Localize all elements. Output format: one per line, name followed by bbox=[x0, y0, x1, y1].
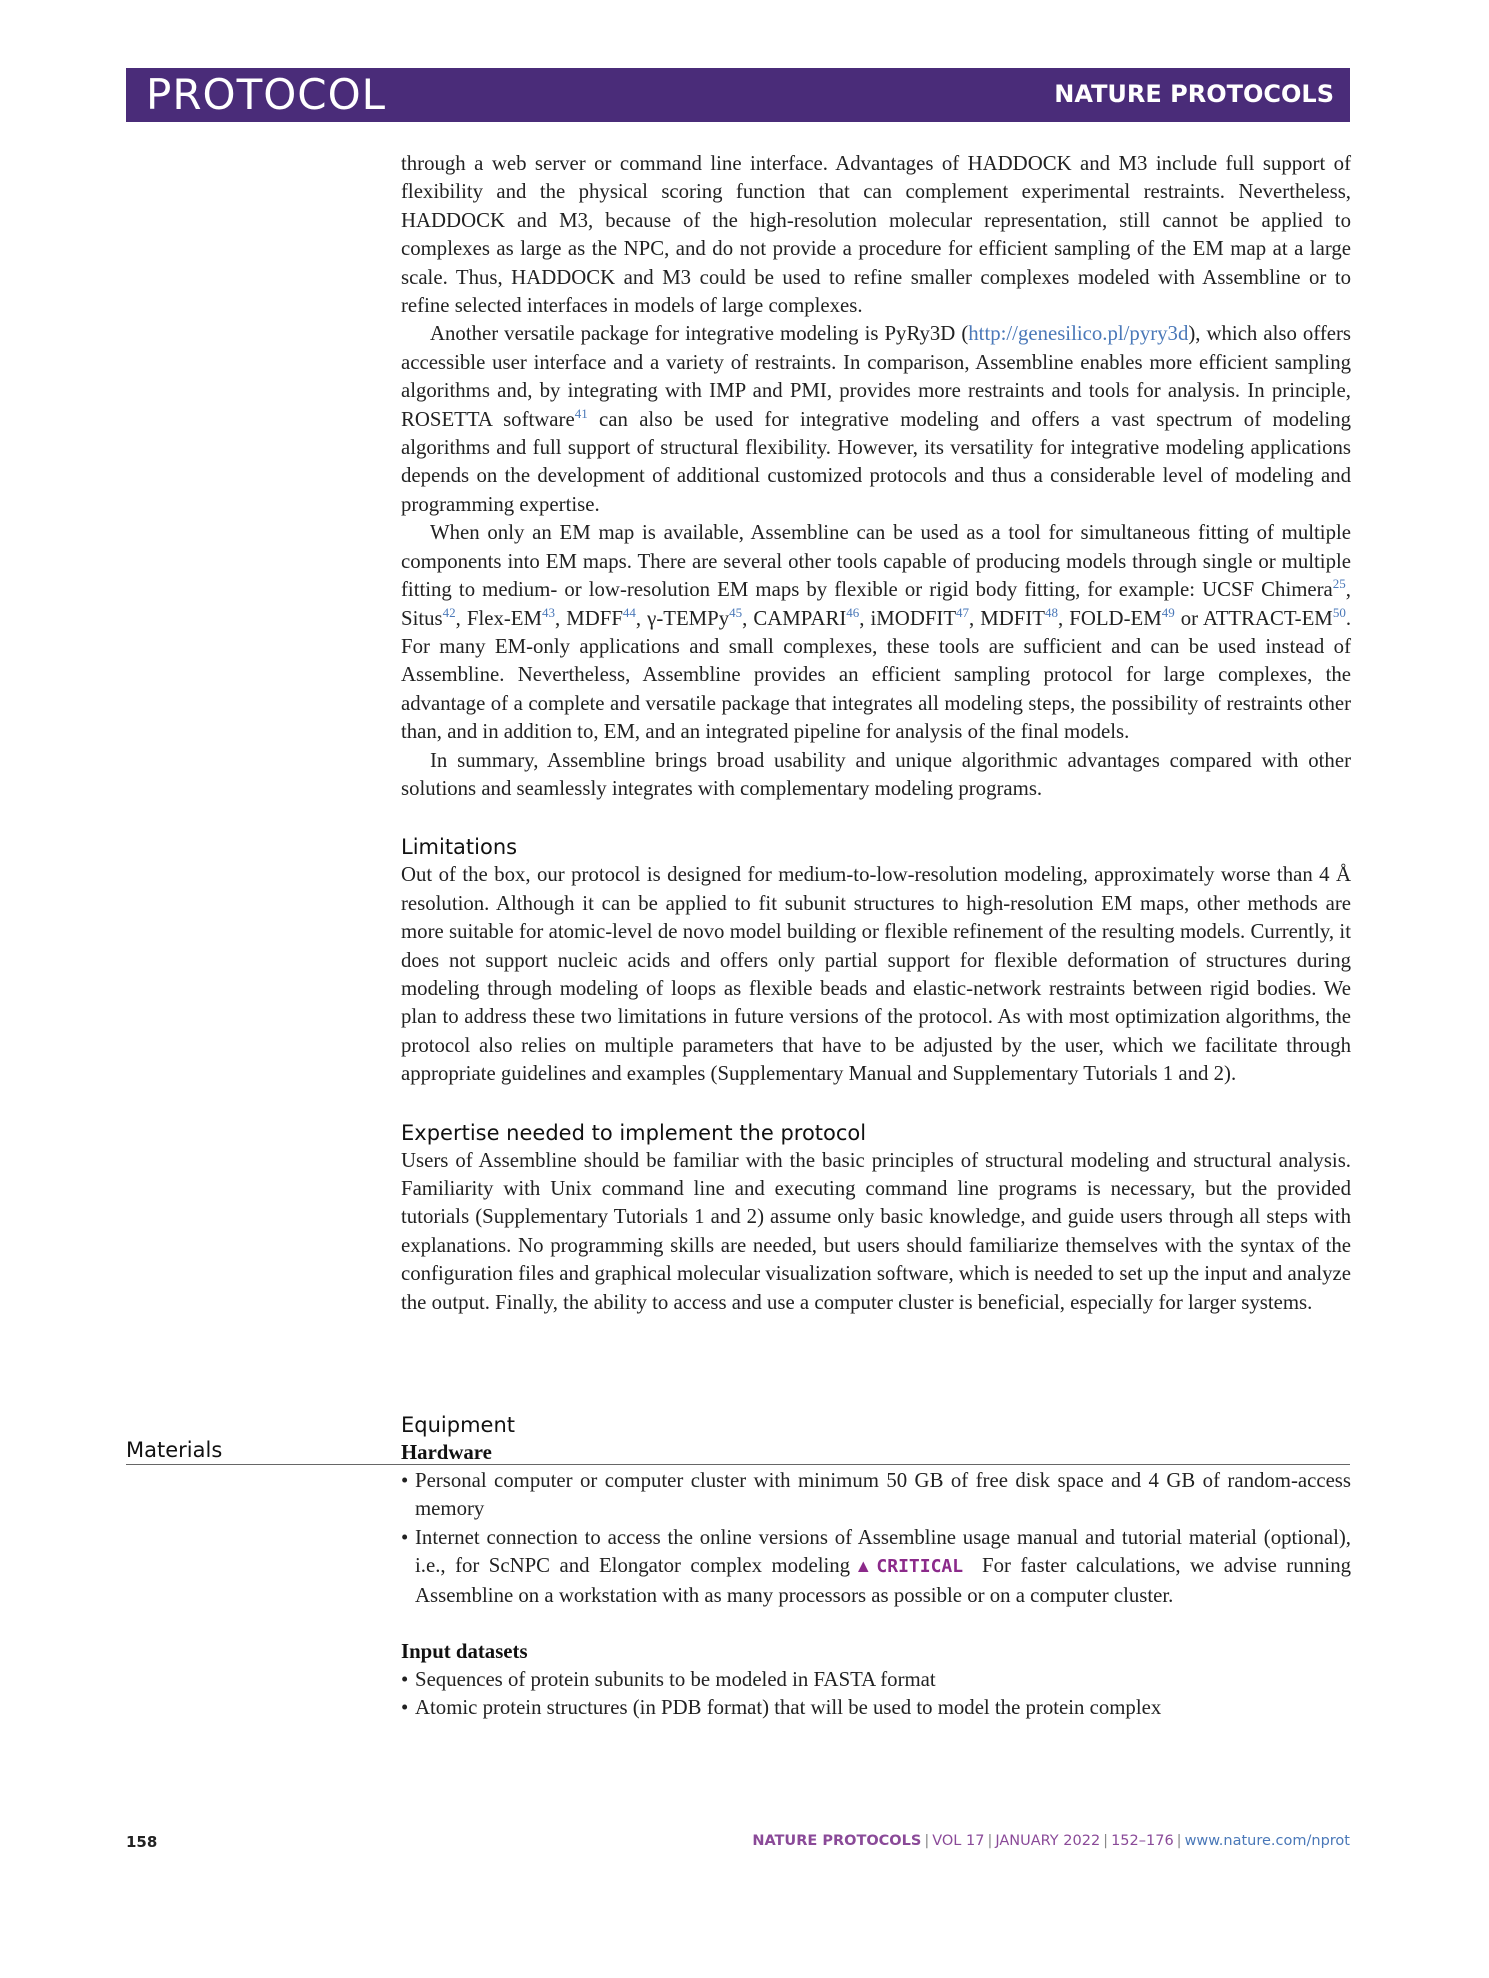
footer-citation bbox=[752, 1833, 1350, 1849]
footer-url-link[interactable]: www.nature.com/nprot bbox=[1184, 1833, 1350, 1849]
critical-label: CRITICAL bbox=[876, 1556, 964, 1578]
text: . For many EM-only applications and small complexes, these tools are sufficient and can be used instead of Assembline. Nevertheless, Assembline provides an efficient sampling protocol for large complexes, the advantage of a complete and versatile package that integrates all modeling steps, the possibility of restraints other than, and in addition to, EM, and an integrated pipeline for analysis of the final models. bbox=[401, 606, 1352, 744]
header-banner bbox=[126, 68, 1350, 122]
paragraph bbox=[401, 320, 1351, 519]
paragraph: through a web server or command line interface. Advantages of HADDOCK and M3 include full support of flexibility and the physical scoring function that can complement experimental restraints. Nevertheless, HADDOCK and M3, because of the high-resolution molecular representation, still cannot be applied to complexes as large as the NPC, and do not provide a procedure for efficient sampling of the EM map at a large scale. Thus, HADDOCK and M3 could be used to refine smaller complexes modeled with Assembline or to refine selected interfaces in models of large complexes. bbox=[401, 152, 1351, 318]
materials-heading: Materials bbox=[126, 1438, 223, 1462]
list-item: • Sequences of protein subunits to be modeled in FASTA format bbox=[401, 1666, 1351, 1694]
limitations-text: Out of the box, our protocol is designed for medium-to-low-resolution modeling, approximately worse than 4 Å resolution. Although it can be applied to fit subunit structures to high-resolution EM maps, other methods are more suitable for atomic-level de novo model building or flexible refinement of the resulting models. Currently, it does not support nucleic acids and offers only partial support for flexible deformation of structures during modeling through modeling of loops as flexible beads and elastic-network restraints between rigid bodies. We plan to address these two limitations in future versions of the protocol. As with most optimization algorithms, the protocol also relies on multiple parameters that have to be adjusted by the user, which we facilitate through appropriate guidelines and examples (Supplementary Manual and Supplementary Tutorials 1 and 2). bbox=[401, 863, 1351, 1086]
divider: | bbox=[987, 1833, 993, 1849]
divider: | bbox=[924, 1833, 930, 1849]
warning-triangle-icon: ▲ bbox=[850, 1556, 877, 1577]
text: , FOLD-EM bbox=[1058, 606, 1162, 630]
footer-pages: 152–176 bbox=[1111, 1833, 1174, 1849]
divider bbox=[126, 1464, 1350, 1465]
reference-link[interactable]: 49 bbox=[1161, 604, 1175, 620]
footer-journal: NATURE PROTOCOLS bbox=[752, 1833, 922, 1849]
reference-link[interactable]: 44 bbox=[622, 604, 636, 620]
list-item: • Atomic protein structures (in PDB format) that will be used to model the protein complex bbox=[401, 1694, 1351, 1722]
pyry3d-link[interactable]: http://genesilico.pl/pyry3d bbox=[968, 322, 1189, 346]
text: can also be used for integrative modeling and offers a vast spectrum of modeling algorithms and full support of structural flexibility. However, its versatility for integrative modeling applications depends on the development of additional customized protocols and thus a considerable level of modeling and programming expertise. bbox=[401, 407, 1352, 516]
text: or ATTRACT-EM bbox=[1174, 606, 1333, 630]
section-label: PROTOCOL bbox=[146, 70, 387, 119]
limitations-heading: Limitations bbox=[401, 835, 518, 860]
text: , MDFF bbox=[554, 606, 623, 630]
reference-link[interactable]: 25 bbox=[1332, 576, 1346, 592]
text: , iMODFIT bbox=[859, 606, 957, 630]
page-number: 158 bbox=[126, 1833, 158, 1851]
input-datasets-list bbox=[401, 1666, 1351, 1723]
footer-volume: VOL 17 bbox=[932, 1833, 985, 1849]
divider: | bbox=[1103, 1833, 1109, 1849]
main-column bbox=[401, 150, 1351, 1723]
paragraph: In summary, Assembline brings broad usability and unique algorithmic advantages compared with other solutions and seamlessly integrates with complementary modeling programs. bbox=[401, 748, 1351, 800]
text: ), which also offers accessible user interface and a variety of restraints. In comparison, Assembline enables more efficient sampling algorithms and, by integrating with IMP and PMI, provides more restraints and tools for analysis. In principle, ROSETTA software bbox=[401, 322, 1351, 431]
list-item: • Personal computer or computer cluster with minimum 50 GB of free disk space and 4 GB of random-access memory bbox=[401, 1467, 1351, 1524]
equipment-heading: Equipment bbox=[401, 1413, 515, 1438]
text: , Flex-EM bbox=[455, 606, 542, 630]
reference-link[interactable]: 42 bbox=[442, 604, 456, 620]
text: Another versatile package for integrative modeling is PyRy3D ( bbox=[430, 322, 969, 346]
text: Internet connection to access the online versions of Assembline usage manual and tutorial material (optional), i.e., for ScNPC and Elongator complex modeling bbox=[415, 1525, 1351, 1578]
hardware-list bbox=[401, 1467, 1351, 1610]
footer-date: JANUARY 2022 bbox=[995, 1833, 1101, 1849]
text: When only an EM map is available, Assembline can be used as a tool for simultaneous fitting of multiple components into EM maps. There are several other tools capable of producing models through single or multiple fitting to medium- or low-resolution EM maps by flexible or rigid body fitting, for example: UCSF Chimera bbox=[401, 521, 1351, 602]
expertise-heading: Expertise needed to implement the protocol bbox=[401, 1120, 867, 1145]
reference-link[interactable]: 50 bbox=[1332, 604, 1346, 620]
text: , MDFIT bbox=[969, 606, 1045, 630]
hardware-heading: Hardware bbox=[401, 1441, 492, 1465]
paragraph bbox=[401, 519, 1351, 746]
list-item bbox=[401, 1524, 1351, 1610]
journal-label: NATURE PROTOCOLS bbox=[1054, 80, 1334, 108]
input-datasets-heading: Input datasets bbox=[401, 1640, 528, 1664]
reference-link[interactable]: 48 bbox=[1045, 604, 1058, 620]
text: , γ-TEMPy bbox=[635, 606, 730, 630]
expertise-text: Users of Assembline should be familiar with the basic principles of structural modeling and structural analysis. Familiarity with Unix command line and executing command line programs is necessary, but the provided tutorials (Supplementary Tutorials 1 and 2) assume only basic knowledge, and guide users through all steps with explanations. No programming skills are needed, but users should familiarize themselves with the syntax of the configuration files and graphical molecular visualization software, which is needed to set up the input and analyze the output. Finally, the ability to access and use a computer cluster is beneficial, especially for larger systems. bbox=[401, 1148, 1351, 1314]
text: , Situs bbox=[401, 578, 1351, 630]
reference-link[interactable]: 45 bbox=[729, 604, 743, 620]
reference-link[interactable]: 47 bbox=[956, 604, 970, 620]
text: For faster calculations, we advise running Assembline on a workstation with as many processors as possible or on a computer cluster. bbox=[415, 1554, 1351, 1607]
reference-link[interactable]: 41 bbox=[574, 405, 588, 421]
text: , CAMPARI bbox=[742, 606, 847, 630]
divider: | bbox=[1176, 1833, 1182, 1849]
reference-link[interactable]: 43 bbox=[541, 604, 555, 620]
reference-link[interactable]: 46 bbox=[846, 604, 860, 620]
